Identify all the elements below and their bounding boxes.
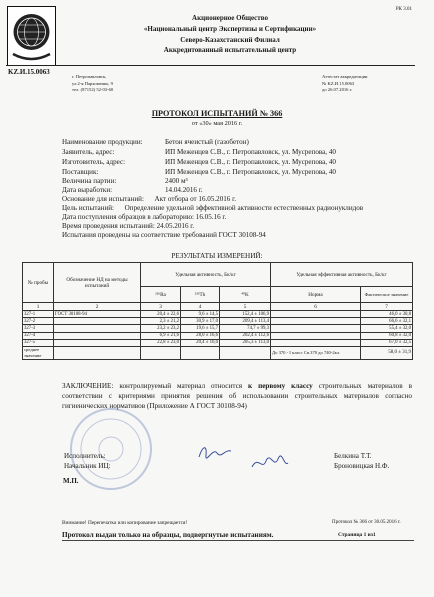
column-numbers-row: 1 2 3 4 5 6 7 [23, 303, 413, 311]
header-effective: Удельная эффективная активность, Бк/кг [271, 263, 413, 287]
signature-labels [64, 451, 111, 472]
official-stamp-icon [68, 406, 154, 492]
head-name: Броновицкая Н.Ф. [334, 462, 390, 471]
org-name-line2: «Национальный центр Экспертизы и Сертификации» [143, 25, 317, 33]
org-name-line4: Аккредитованный испытательный центр [163, 46, 297, 54]
info-manufacturer: Изготовитель, адрес: ИП Меженцев С.В., г. Петропавловск, ул. Мусрепова, 40 [62, 158, 336, 166]
table-row: 327-5 22,8 ± 23,0 20,4 ± 16,0 205,3 ± 113,0 67,0 ± 32,5 [24, 340, 411, 346]
executor-label: Исполнитель: [64, 452, 106, 460]
info-production-date: Дата выработки: 14.04.2016 г. [62, 186, 203, 194]
header-norm: Норма [271, 287, 361, 303]
accreditation-block: Аттестат аккредитации № KZ.И.15.0063 до 26.07.2016 г. [322, 74, 368, 92]
info-supplier: Поставщик: ИП Меженцев С.В., г. Петропавловск, ул. Мусрепова, 40 [62, 168, 336, 176]
protocol-title: ПРОТОКОЛ ИСПЫТАНИЙ № 366 [151, 109, 283, 118]
protocol-date: от «30» мая 2016 г. [191, 120, 243, 127]
results-title: РЕЗУЛЬТАТЫ ИЗМЕРЕНИЙ: [171, 252, 263, 260]
head-label: Начальник ИЦ: [64, 462, 111, 471]
info-batch-size: Величина партии: 2400 м³ [62, 177, 188, 185]
header-sample: № пробы [23, 263, 54, 303]
table-row: 327-2 2,3 ± 21,2 30,9 ± 17,0 209,4 ± 113,4 66,6 ± 32,1 [24, 318, 411, 324]
org-name-line1: Акционерное Общество [192, 14, 268, 22]
document-code: РК 3.01 [395, 7, 412, 12]
sampling-basis: Основание для испытаний: Акт отбора от 16.05.2016 г. [62, 195, 236, 203]
table-row: 327-3 23,2 ± 23,2 19,6 ± 15,7 74,7 ± 99,3 55,4 ± 32,0 [24, 325, 411, 331]
issued-notice: Протокол выдан только на образцы, подвергнутые испытаниям. [62, 531, 274, 539]
test-standard: Испытания проведены на соответствие требований ГОСТ 30108-94 [62, 231, 266, 239]
sample-received: Дата поступления образцов в лабораторию: 16.05.16 г. [62, 213, 227, 221]
page-count: Страница 1 из1 [338, 532, 376, 538]
norm-value: До 370 - I класс Св.370 до 740-2кл. [271, 346, 361, 359]
address-block: г. Петропавловск, ул.2-я Пархоменко, 9 тел. (87152) 52-03-60 [72, 74, 114, 92]
header-actual: Фактическое значение [361, 287, 413, 303]
copy-warning: Внимание! Перепечатка или копирование запрещается! [62, 520, 188, 526]
test-purpose: Цель испытаний: Определение удельной эффективной активности естественных радионуклидов [62, 204, 364, 212]
header-activity: Удельная активность, Бк/кг [141, 263, 271, 287]
info-applicant: Заявитель, адрес: ИП Меженцев С.В., г. Петропавловск, ул. Мусрепова, 40 [62, 148, 336, 156]
table-row: 327-4 6,9 ± 21,6 28,0 ± 16,6 202,4 ± 112,6 60,8 ± 32,0 [24, 333, 411, 339]
executor-name: Белкина Т.Т. [334, 452, 372, 460]
signature-names [334, 451, 389, 472]
header-divider [6, 65, 415, 66]
seal-label: М.П. [63, 477, 79, 485]
footer-divider [62, 540, 414, 541]
average-label: среднее значение [23, 346, 54, 359]
organization-logo [7, 6, 56, 66]
header-ra: ²²⁶Ra [141, 287, 181, 303]
org-name-line3: Северо-Казахстанский Филиал [180, 36, 280, 44]
protocol-reference: Протокол № 366 от 30.05.2016 г. [332, 520, 401, 525]
registration-number: KZ.И.15.0063 [8, 68, 50, 76]
conclusion: ЗАКЛЮЧЕНИЕ: контролируемый материал относится к первому классу строительных материалов в соответствии с критериями принятия решения об использовании строительных материалов согласно гигиенических нормативов (Приложение А ГОСТ 30108-94) [62, 382, 412, 411]
average-value: 58,0 ± 31,9 [361, 346, 413, 359]
info-product: Наименование продукции: Бетон ячеистый (газобетон) [62, 138, 249, 146]
head-signature-icon [250, 455, 290, 473]
executor-signature-icon [197, 443, 233, 461]
table-row: 327-1 ГОСТ 30108-94 20,4 ± 22,6 9,6 ± 14,5 152,4 ± 106,9 46,0 ± 30,8 [24, 311, 411, 317]
test-time: Время проведения испытаний: 24.05.2016 г. [62, 222, 195, 230]
results-table [22, 262, 413, 360]
header-th: ²³²Th [181, 287, 220, 303]
header-k: ⁴⁰K [220, 287, 271, 303]
header-method: Обозначение НД на методы испытаний [54, 263, 141, 303]
average-row [23, 346, 413, 359]
